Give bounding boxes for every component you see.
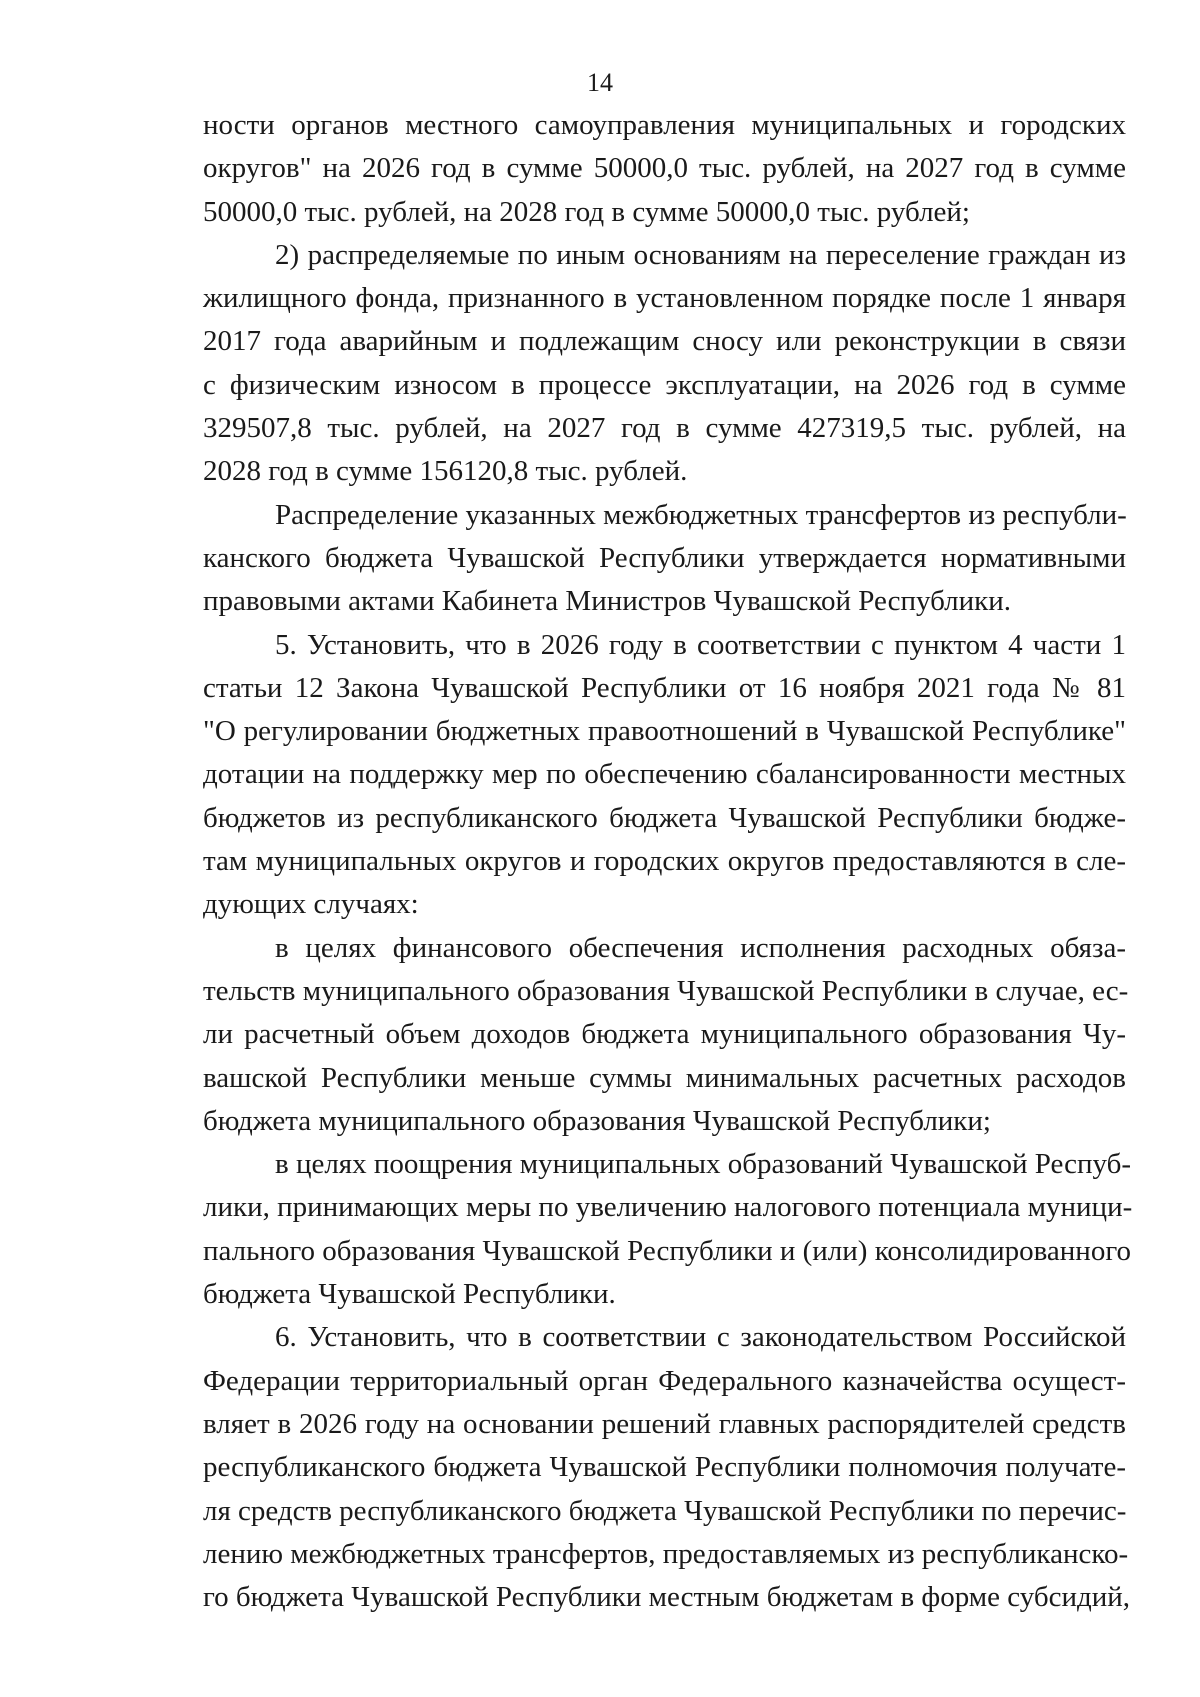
text-line: статьи 12 Закона Чувашской Республики от 16 ноября 2021 года № 81 [203,671,1126,704]
page-number: 14 [587,68,613,97]
text-line: канского бюджета Чувашской Республики утверждается нормативными [203,541,1126,574]
text-line: республиканского бюджета Чувашской Республики полномочия получате- [203,1451,1126,1484]
text-line: 5. Установить, что в 2026 году в соответствии с пунктом 4 части 1 [275,628,1126,661]
text-line: в целях финансового обеспечения исполнения расходных обяза- [275,931,1126,964]
text-line: 50000,0 тыс. рублей, на 2028 год в сумме 50000,0 тыс. рублей; [203,195,970,228]
text-line: вляет в 2026 году на основании решений главных распорядителей средств [203,1407,1126,1440]
paragraph [203,234,1126,494]
text-line: 6. Установить, что в соответствии с законодательством Российской [275,1321,1126,1354]
text-line: лики, принимающих меры по увеличению налогового потенциала муници- [203,1191,1133,1224]
text-line: дующих случаях: [203,888,419,921]
text-line: "О регулировании бюджетных правоотношений в Чувашской Республике" [203,715,1126,748]
text-line: бюджетов из республиканского бюджета Чувашской Республики бюдже- [203,801,1126,834]
text-line: го бюджета Чувашской Республики местным бюджетам в форме субсидий, [203,1581,1131,1614]
text-line: ности органов местного самоуправления муниципальных и городских [203,109,1126,141]
paragraph [203,1143,1133,1316]
text-line: 2017 года аварийным и подлежащим сносу или реконструкции в связи [203,325,1126,358]
text-line: 2) распределяемые по иным основаниям на переселение граждан из [275,238,1126,271]
paragraph [203,494,1126,624]
text-line: ли расчетный объем доходов бюджета муниципального образования Чу- [203,1018,1126,1051]
text-line: вашской Республики меньше суммы минимальных расчетных расходов [203,1061,1126,1094]
text-line: округов" на 2026 год в сумме 50000,0 тыс. рублей, на 2027 год в сумме [203,152,1126,185]
text-line: Распределение указанных межбюджетных трансфертов из республи- [275,498,1127,531]
text-line: правовыми актами Кабинета Министров Чувашской Республики. [203,585,1011,618]
text-line: бюджета Чувашской Республики. [203,1278,616,1311]
text-line: с физическим износом в процессе эксплуатации, на 2026 год в сумме [203,368,1126,401]
paragraph [203,1316,1131,1619]
text-line: лению межбюджетных трансфертов, предоставляемых из республиканско- [203,1537,1129,1570]
text-line: дотации на поддержку мер по обеспечению сбалансированности местных [203,758,1126,791]
text-line: жилищного фонда, признанного в установленном порядке после 1 января [203,282,1126,315]
paragraph [203,624,1126,927]
paragraph [203,104,1126,234]
text-line: в целях поощрения муниципальных образований Чувашской Респуб- [275,1148,1132,1181]
text-line: ля средств республиканского бюджета Чувашской Республики по перечис- [203,1494,1127,1527]
text-line: тельств муниципального образования Чувашской Республики в случае, ес- [203,974,1129,1007]
text-line: там муниципальных округов и городских округов предоставляются в сле- [203,845,1126,878]
text-line: 2028 год в сумме 156120,8 тыс. рублей. [203,455,688,488]
text-line: Федерации территориальный орган Федерального казначейства осущест- [203,1364,1126,1397]
text-line: пального образования Чувашской Республики и (или) консолидированного [203,1234,1131,1267]
document-body [203,104,1133,1619]
text-line: бюджета муниципального образования Чувашской Республики; [203,1104,991,1137]
paragraph [203,927,1129,1143]
text-line: 329507,8 тыс. рублей, на 2027 год в сумме 427319,5 тыс. рублей, на [203,412,1126,445]
